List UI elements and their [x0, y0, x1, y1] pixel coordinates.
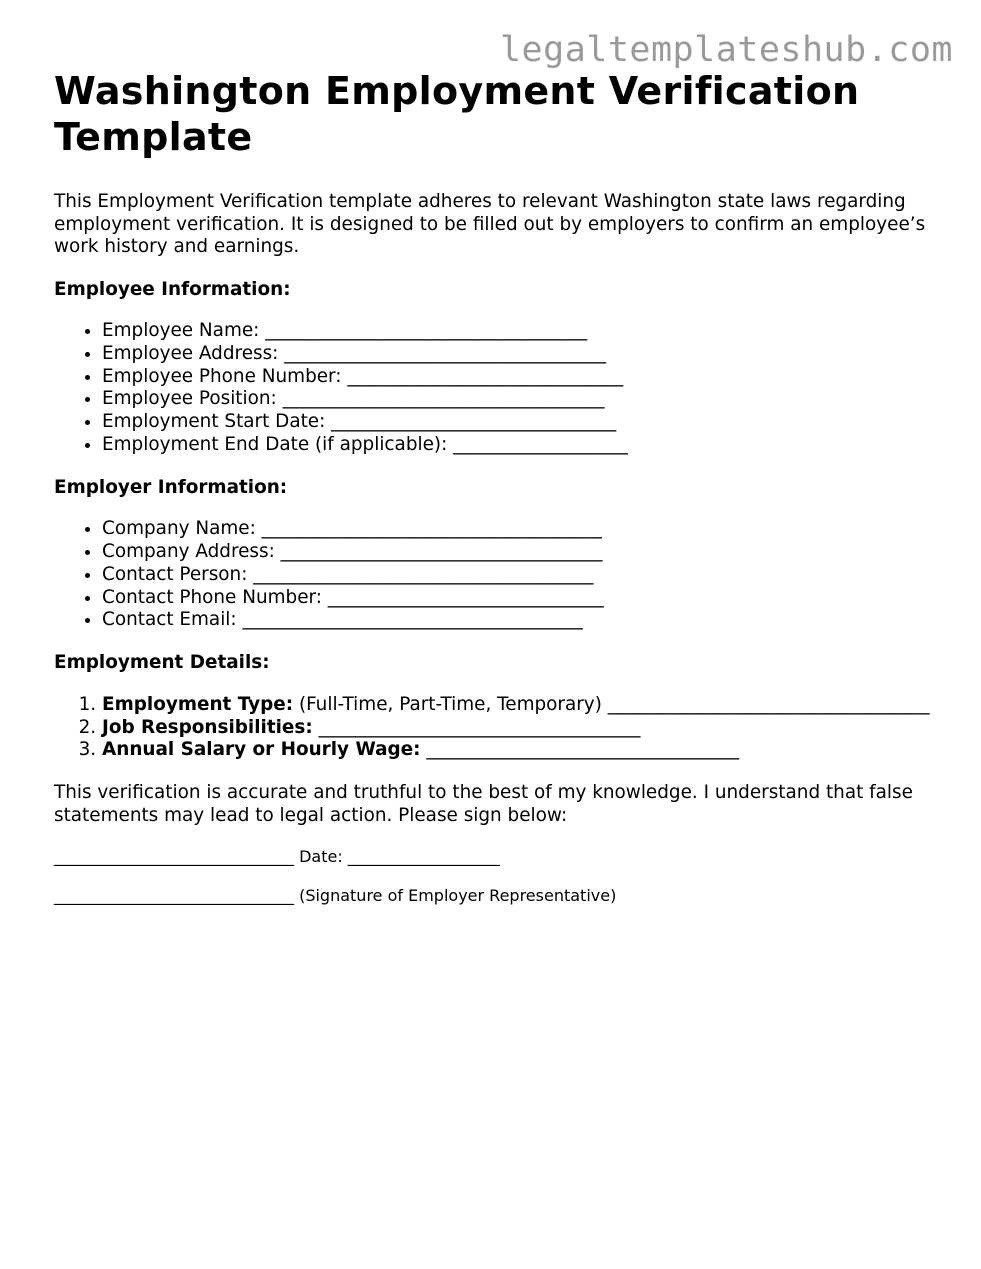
list-item: • Employee Name: ___________________________________	[102, 320, 934, 343]
list-item: • Contact Email: _____________________________________	[102, 609, 934, 632]
intro-paragraph: This Employment Verification template adheres to relevant Washington state laws regarding employment verification. It is designed to be filled out by employers to confirm an employee’s work history and earnings.	[54, 191, 926, 257]
list-item: • Contact Phone Number: ______________________________	[102, 587, 934, 610]
employment-details-list	[54, 694, 934, 762]
document-body	[54, 68, 934, 905]
list-item: • Contact Person: _____________________________________	[102, 564, 934, 587]
signature-representative-line: ______________________________ (Signature of Employer Representative)	[54, 886, 617, 906]
list-item: • Employment End Date (if applicable): ___________________	[102, 434, 934, 457]
list-item: • Employee Position: ___________________________________	[102, 388, 934, 411]
job-responsibilities-label: Job Responsibilities:	[102, 716, 313, 738]
job-responsibilities-text: ___________________________________	[312, 716, 641, 738]
closing-paragraph: This verification is accurate and truthful to the best of my knowledge. I understand that false statements may lead to legal action. Please sign below:	[54, 782, 913, 826]
signature-date-line: ______________________________ Date: ___________________	[54, 847, 500, 867]
employment-details-heading: Employment Details:	[54, 652, 270, 674]
list-item: • Employment Start Date: _______________________________	[102, 411, 934, 434]
watermark: legaltemplateshub.com	[499, 30, 953, 70]
list-item	[102, 739, 934, 762]
list-item: • Company Name: _____________________________________	[102, 518, 934, 541]
page-title: Washington Employment Verification Template	[54, 69, 860, 159]
salary-wage-text: __________________________________	[420, 739, 739, 761]
employer-information-list	[54, 518, 934, 632]
list-item: • Company Address: ___________________________________	[102, 541, 934, 564]
employee-information-heading: Employee Information:	[54, 278, 291, 300]
employer-information-heading: Employer Information:	[54, 476, 288, 498]
list-item: • Employee Address: ___________________________________	[102, 343, 934, 366]
employment-type-text: (Full-Time, Part-Time, Temporary) ___________________________________	[293, 693, 930, 715]
list-item	[102, 694, 934, 717]
list-item	[102, 717, 934, 740]
employment-type-label: Employment Type:	[102, 693, 294, 715]
list-item: • Employee Phone Number: ______________________________	[102, 366, 934, 389]
employee-information-list	[54, 320, 934, 457]
salary-wage-label: Annual Salary or Hourly Wage:	[102, 739, 421, 761]
